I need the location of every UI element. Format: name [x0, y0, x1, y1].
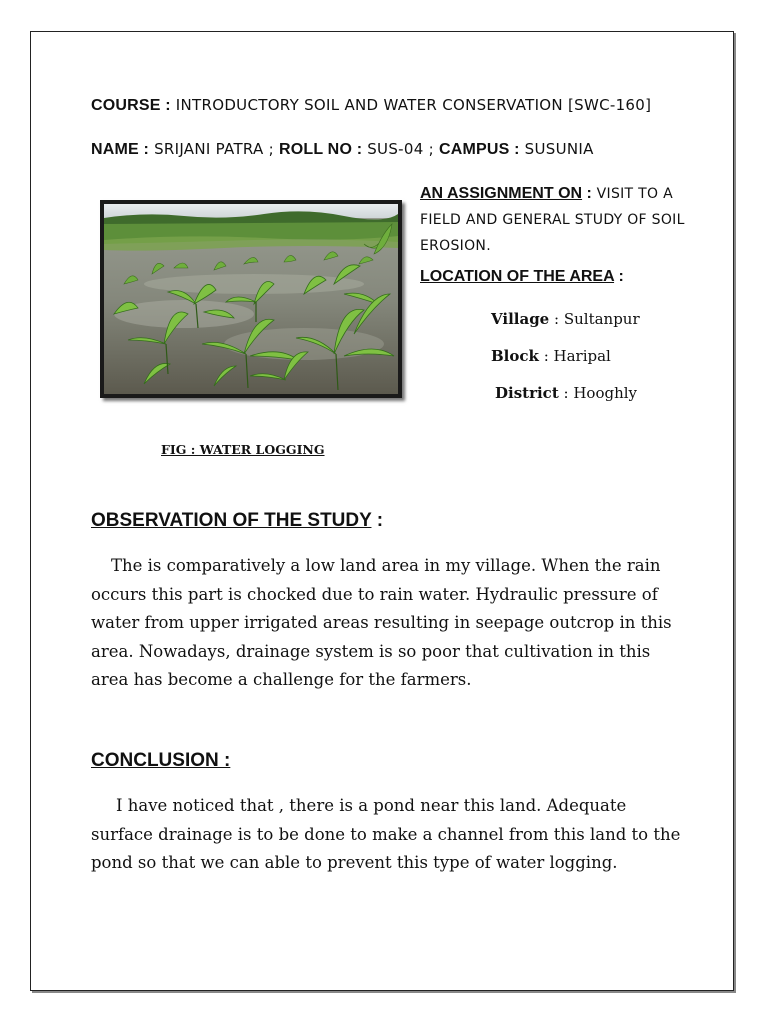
- water-logging-photo: [100, 200, 402, 398]
- assignment-value: VISIT TO A FIELD AND GENERAL STUDY OF SOIL EROSION.: [420, 186, 685, 254]
- block-value: : Haripal: [543, 347, 611, 365]
- block-label: Block: [491, 347, 539, 365]
- name-line: [91, 140, 594, 159]
- assignment-colon: :: [586, 185, 592, 202]
- district-value: : Hooghly: [563, 384, 638, 402]
- observation-heading-colon: :: [376, 510, 384, 531]
- observation-paragraph: The is comparatively a low land area in my village. When the rain occurs this part is chocked due to rain water. Hydraulic pressure of water from upper irrigated areas resulting in seepage outcrop in this area. Nowadays, drainage system is so poor that cultivation in this area has become a challenge for the farmers.: [91, 556, 672, 689]
- figure-caption: FIG : WATER LOGGING: [161, 442, 325, 457]
- location-heading: [420, 268, 624, 286]
- campus-value: SUSUNIA: [524, 140, 594, 158]
- location-block-row: [491, 347, 611, 365]
- campus-key: CAMPUS :: [438, 141, 520, 158]
- course-key: COURSE :: [91, 97, 171, 114]
- conclusion-heading-text: CONCLUSION :: [91, 750, 231, 771]
- location-village-row: [491, 310, 640, 328]
- location-heading-colon: :: [618, 268, 624, 285]
- conclusion-heading: [91, 750, 230, 772]
- course-value: INTRODUCTORY SOIL AND WATER CONSERVATION [SWC-160]: [175, 96, 652, 114]
- location-heading-text: LOCATION OF THE AREA: [420, 268, 615, 285]
- roll-key: ROLL NO :: [278, 141, 363, 158]
- assignment-key-text: AN ASSIGNMENT ON: [420, 185, 583, 202]
- village-value: : Sultanpur: [554, 310, 640, 328]
- observation-heading-text: OBSERVATION OF THE STUDY: [91, 510, 372, 531]
- roll-value: SUS-04 ;: [367, 140, 434, 158]
- observation-heading: [91, 510, 383, 532]
- name-value: SRIJANI PATRA ;: [154, 140, 275, 158]
- course-line: [91, 96, 651, 115]
- district-label: District: [495, 384, 559, 402]
- conclusion-paragraph: I have noticed that , there is a pond near this land. Adequate surface drainage is to be done to make a channel from this land to the pond so that we can able to prevent this type of water logging.: [91, 796, 681, 872]
- name-key: NAME :: [91, 141, 150, 158]
- assignment-block: [420, 181, 700, 259]
- village-label: Village: [491, 310, 550, 328]
- location-district-row: [495, 384, 637, 402]
- field-photo-illustration: [104, 204, 398, 394]
- assignment-key: [420, 185, 592, 202]
